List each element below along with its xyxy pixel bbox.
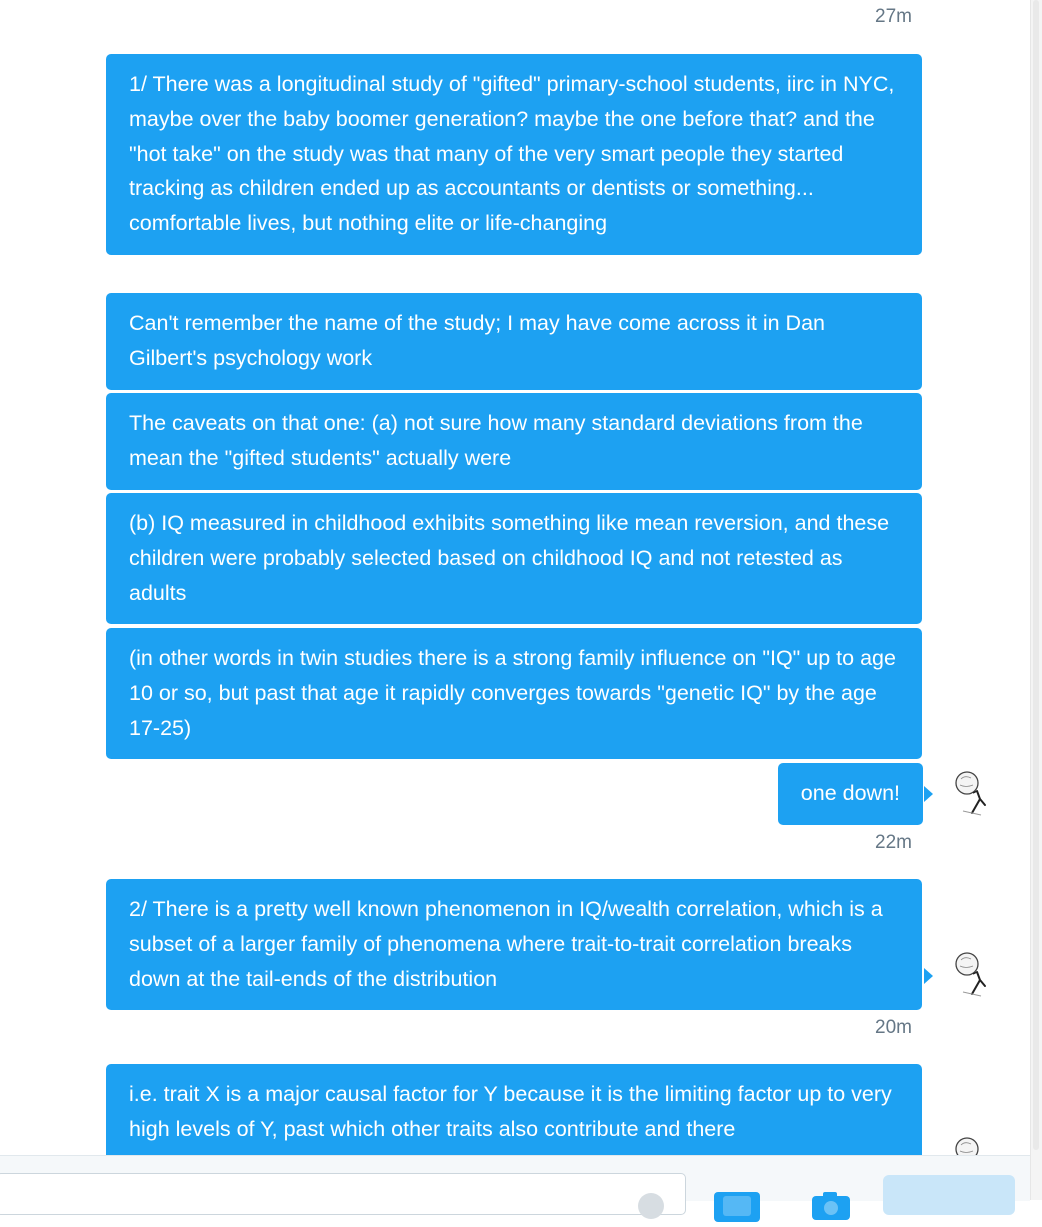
scrollbar-thumb[interactable] <box>1033 0 1039 1150</box>
message-bubble[interactable] <box>106 293 922 390</box>
message-text: one down! <box>800 781 900 805</box>
bubble-tail <box>924 968 933 984</box>
message-bubble[interactable] <box>106 493 922 624</box>
message-text: 1/ There was a longitudinal study of "gifted" primary-school students, iirc in NYC, maybe over the baby boomer generation? maybe the one before that? and the "hot take" on the study was that many of the very smart people they started tracking as children ended up as accountants or dentists or something... comfortable lives, but nothing elite or life-changing <box>129 72 895 236</box>
gif-icon <box>714 1192 760 1222</box>
sisyphus-avatar-icon <box>947 1133 999 1155</box>
message-input[interactable] <box>0 1173 686 1215</box>
gif-button[interactable] <box>714 1192 760 1222</box>
camera-icon <box>808 1190 854 1220</box>
sisyphus-avatar-icon <box>947 948 999 1000</box>
message-text: (b) IQ measured in childhood exhibits something like mean reversion, and these children were probably selected based on childhood IQ and not retested as adults <box>129 511 890 605</box>
message-text: i.e. trait X is a major causal factor for Y because it is the limiting factor up to very high levels of Y, past which other traits also contribute and there <box>129 1082 892 1141</box>
message-bubble[interactable] <box>106 54 922 255</box>
send-button[interactable] <box>883 1175 1015 1215</box>
timestamp: 22m <box>875 832 912 853</box>
timestamp: 20m <box>875 1017 912 1038</box>
sisyphus-avatar-icon <box>947 767 999 819</box>
message-text: (in other words in twin studies there is a strong family influence on "IQ" up to age 10 or so, but past that age it rapidly converges towards "genetic IQ" by the age 17-25) <box>129 646 896 740</box>
message-text: Can't remember the name of the study; I may have come across it in Dan Gilbert's psychology work <box>129 311 825 370</box>
message-bubble[interactable] <box>106 393 922 490</box>
avatar[interactable] <box>947 767 999 819</box>
message-text: 2/ There is a pretty well known phenomenon in IQ/wealth correlation, which is a subset of a larger family of phenomena where trait-to-trait correlation breaks down at the tail-ends of the distribution <box>129 897 883 991</box>
message-bubble[interactable] <box>778 763 923 825</box>
timestamp: 27m <box>875 6 912 27</box>
avatar[interactable] <box>947 1133 999 1155</box>
emoji-button[interactable] <box>638 1193 664 1219</box>
message-bubble[interactable] <box>106 628 922 759</box>
media-button[interactable] <box>808 1190 854 1220</box>
message-bubble[interactable] <box>106 879 922 1010</box>
bubble-tail <box>924 786 933 802</box>
avatar[interactable] <box>947 948 999 1000</box>
message-bubble[interactable] <box>106 1064 922 1155</box>
message-text: The caveats on that one: (a) not sure how many standard deviations from the mean the "gifted students" actually were <box>129 411 863 470</box>
emoji-icon <box>638 1193 664 1219</box>
